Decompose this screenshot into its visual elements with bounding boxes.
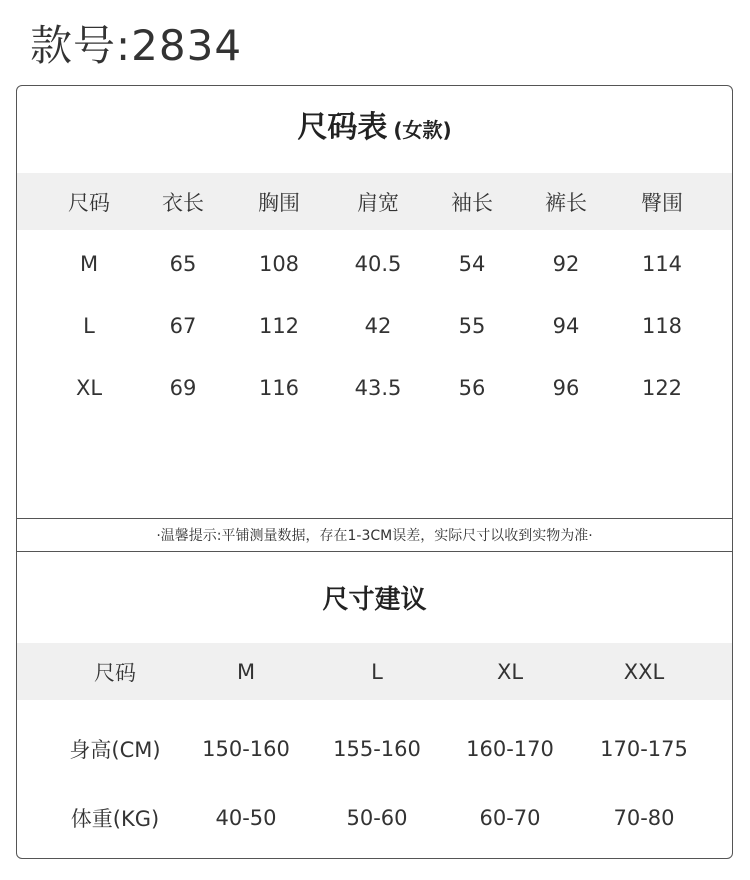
size-advice-title: 尺寸建议	[322, 585, 427, 615]
table-cell: 118	[641, 313, 683, 338]
size-chart-row-cells	[17, 297, 732, 354]
table-cell: 身高(CM)	[69, 737, 161, 762]
size-chart-title-text: 尺码表	[297, 110, 388, 145]
size-chart-title	[17, 106, 732, 152]
header-cell: 胸围	[258, 190, 300, 215]
table-cell: 114	[641, 251, 683, 276]
header-cell: 臀围	[641, 190, 683, 215]
size-chart-row	[17, 359, 732, 416]
table-cell: 108	[258, 251, 300, 276]
header-cell: 衣长	[162, 190, 204, 215]
size-advice-row	[17, 720, 732, 777]
table-cell: 65	[169, 251, 197, 276]
size-chart-row-cells	[17, 359, 732, 416]
table-cell: XL	[75, 375, 103, 400]
header-cell: 尺码	[68, 190, 110, 215]
header-cell: M	[236, 659, 256, 684]
size-advice-row-cells	[17, 720, 732, 777]
measurement-note: ·温馨提示:平铺测量数据，存在1-3CM误差，实际尺寸以收到实物为准·	[17, 518, 732, 552]
size-advice-header-row	[17, 643, 732, 700]
table-cell: 54	[458, 251, 486, 276]
header-cell: L	[371, 659, 383, 684]
table-cell: 60-70	[479, 805, 541, 830]
header-cell: XL	[496, 659, 524, 684]
table-cell: 155-160	[333, 736, 421, 761]
table-cell: 40.5	[354, 251, 402, 276]
size-advice-header-cells	[17, 643, 732, 700]
style-number: 款号:2834	[30, 21, 243, 70]
table-cell: 122	[641, 375, 683, 400]
header-cell: 肩宽	[357, 190, 399, 215]
table-cell: 40-50	[215, 805, 277, 830]
header-cell: XXL	[623, 659, 665, 684]
table-cell: 150-160	[202, 736, 290, 761]
table-cell: 70-80	[613, 805, 675, 830]
table-cell: 170-175	[600, 736, 688, 761]
size-chart-header-row	[17, 173, 732, 230]
size-chart-row	[17, 297, 732, 354]
table-cell: 50-60	[346, 805, 408, 830]
size-chart-row	[17, 235, 732, 292]
table-cell: 96	[552, 375, 580, 400]
table-cell: 55	[458, 313, 486, 338]
table-cell: 56	[458, 375, 486, 400]
table-cell: 160-170	[466, 736, 554, 761]
header-cell: 尺码	[94, 660, 136, 685]
table-cell: 69	[169, 375, 197, 400]
size-chart-panel	[16, 85, 733, 859]
size-chart-subtitle: (女款)	[393, 118, 452, 142]
table-cell: 体重(KG)	[70, 806, 160, 831]
table-cell: 112	[258, 313, 300, 338]
table-cell: 43.5	[354, 375, 402, 400]
size-advice-row-cells	[17, 789, 732, 846]
table-cell: 116	[258, 375, 300, 400]
table-cell: 67	[169, 313, 197, 338]
size-advice-row	[17, 789, 732, 846]
table-cell: 42	[364, 313, 392, 338]
table-cell: M	[79, 251, 99, 276]
size-chart-row-cells	[17, 235, 732, 292]
table-cell: 92	[552, 251, 580, 276]
table-cell: 94	[552, 313, 580, 338]
header-cell: 袖长	[451, 190, 493, 215]
table-cell: L	[83, 313, 95, 338]
header-cell: 裤长	[545, 190, 587, 215]
